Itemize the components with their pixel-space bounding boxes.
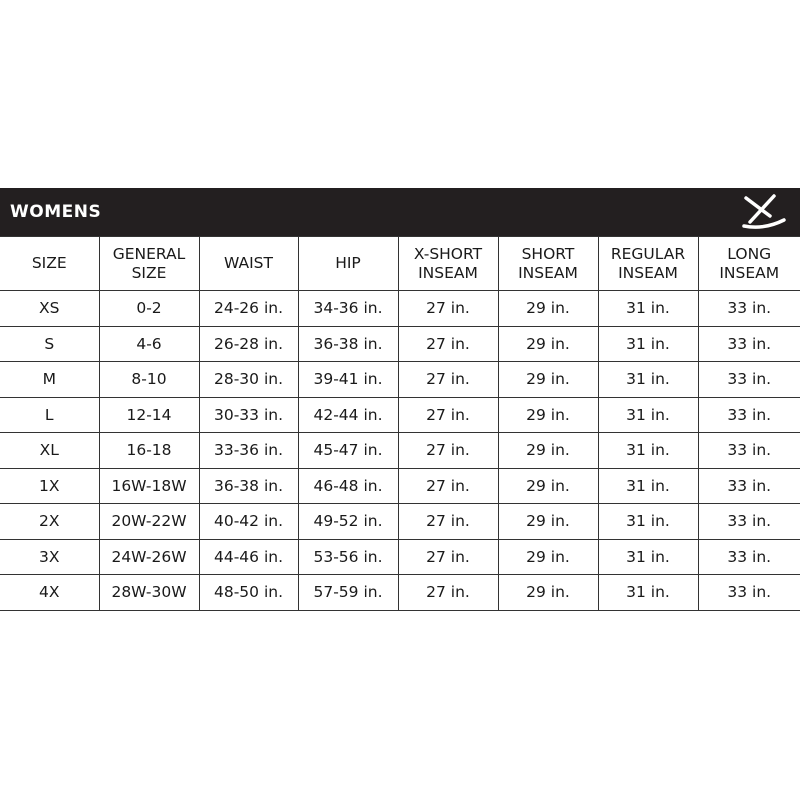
cell-long-inseam: 33 in.: [698, 433, 800, 469]
cell-hip: 49-52 in.: [298, 504, 398, 540]
cell-long-inseam: 33 in.: [698, 291, 800, 327]
cell-x-short-inseam: 27 in.: [398, 326, 498, 362]
cell-size: XL: [0, 433, 99, 469]
cell-short-inseam: 29 in.: [498, 362, 598, 398]
chart-title: WOMENS: [10, 202, 102, 222]
header-row: [0, 237, 800, 291]
table-row: [0, 575, 800, 611]
header-waist: WAIST: [199, 237, 298, 291]
cell-general-size: 28W-30W: [99, 575, 199, 611]
table-row: [0, 291, 800, 327]
cell-regular-inseam: 31 in.: [598, 326, 698, 362]
cell-regular-inseam: 31 in.: [598, 433, 698, 469]
cell-general-size: 8-10: [99, 362, 199, 398]
cell-size: M: [0, 362, 99, 398]
cell-short-inseam: 29 in.: [498, 397, 598, 433]
cell-x-short-inseam: 27 in.: [398, 397, 498, 433]
cell-waist: 33-36 in.: [199, 433, 298, 469]
table-row: [0, 539, 800, 575]
cell-x-short-inseam: 27 in.: [398, 291, 498, 327]
cell-regular-inseam: 31 in.: [598, 397, 698, 433]
cell-long-inseam: 33 in.: [698, 504, 800, 540]
cell-hip: 57-59 in.: [298, 575, 398, 611]
cell-general-size: 20W-22W: [99, 504, 199, 540]
table-row: [0, 362, 800, 398]
table-row: [0, 326, 800, 362]
cell-waist: 36-38 in.: [199, 468, 298, 504]
cell-short-inseam: 29 in.: [498, 326, 598, 362]
cell-regular-inseam: 31 in.: [598, 504, 698, 540]
cell-regular-inseam: 31 in.: [598, 291, 698, 327]
cell-waist: 28-30 in.: [199, 362, 298, 398]
brand-logo-icon: [740, 192, 788, 232]
size-chart: [0, 188, 800, 611]
cell-x-short-inseam: 27 in.: [398, 539, 498, 575]
cell-regular-inseam: 31 in.: [598, 468, 698, 504]
cell-waist: 44-46 in.: [199, 539, 298, 575]
cell-long-inseam: 33 in.: [698, 326, 800, 362]
cell-size: 1X: [0, 468, 99, 504]
cell-size: 3X: [0, 539, 99, 575]
cell-general-size: 0-2: [99, 291, 199, 327]
header-short-inseam: SHORT INSEAM: [498, 237, 598, 291]
cell-size: 2X: [0, 504, 99, 540]
size-table: [0, 236, 800, 611]
table-row: [0, 468, 800, 504]
cell-general-size: 16-18: [99, 433, 199, 469]
header-regular-inseam: REGULAR INSEAM: [598, 237, 698, 291]
header-long-inseam: LONG INSEAM: [698, 237, 800, 291]
cell-hip: 39-41 in.: [298, 362, 398, 398]
cell-hip: 42-44 in.: [298, 397, 398, 433]
cell-regular-inseam: 31 in.: [598, 362, 698, 398]
header-general-size: GENERAL SIZE: [99, 237, 199, 291]
cell-size: 4X: [0, 575, 99, 611]
table-row: [0, 433, 800, 469]
cell-short-inseam: 29 in.: [498, 575, 598, 611]
cell-hip: 46-48 in.: [298, 468, 398, 504]
cell-long-inseam: 33 in.: [698, 468, 800, 504]
cell-x-short-inseam: 27 in.: [398, 504, 498, 540]
cell-general-size: 24W-26W: [99, 539, 199, 575]
cell-short-inseam: 29 in.: [498, 433, 598, 469]
header-x-short-inseam: X-SHORT INSEAM: [398, 237, 498, 291]
cell-waist: 26-28 in.: [199, 326, 298, 362]
cell-short-inseam: 29 in.: [498, 539, 598, 575]
cell-regular-inseam: 31 in.: [598, 539, 698, 575]
cell-hip: 34-36 in.: [298, 291, 398, 327]
table-row: [0, 397, 800, 433]
cell-waist: 24-26 in.: [199, 291, 298, 327]
cell-short-inseam: 29 in.: [498, 504, 598, 540]
cell-waist: 30-33 in.: [199, 397, 298, 433]
cell-waist: 40-42 in.: [199, 504, 298, 540]
cell-hip: 53-56 in.: [298, 539, 398, 575]
table-row: [0, 504, 800, 540]
cell-general-size: 12-14: [99, 397, 199, 433]
cell-x-short-inseam: 27 in.: [398, 575, 498, 611]
cell-general-size: 4-6: [99, 326, 199, 362]
chart-banner: [0, 188, 800, 236]
cell-hip: 36-38 in.: [298, 326, 398, 362]
cell-waist: 48-50 in.: [199, 575, 298, 611]
cell-size: L: [0, 397, 99, 433]
cell-short-inseam: 29 in.: [498, 468, 598, 504]
cell-x-short-inseam: 27 in.: [398, 362, 498, 398]
cell-long-inseam: 33 in.: [698, 397, 800, 433]
cell-long-inseam: 33 in.: [698, 575, 800, 611]
cell-short-inseam: 29 in.: [498, 291, 598, 327]
cell-size: S: [0, 326, 99, 362]
cell-long-inseam: 33 in.: [698, 539, 800, 575]
cell-long-inseam: 33 in.: [698, 362, 800, 398]
cell-general-size: 16W-18W: [99, 468, 199, 504]
cell-x-short-inseam: 27 in.: [398, 468, 498, 504]
header-hip: HIP: [298, 237, 398, 291]
cell-size: XS: [0, 291, 99, 327]
cell-hip: 45-47 in.: [298, 433, 398, 469]
header-size: SIZE: [0, 237, 99, 291]
cell-x-short-inseam: 27 in.: [398, 433, 498, 469]
cell-regular-inseam: 31 in.: [598, 575, 698, 611]
